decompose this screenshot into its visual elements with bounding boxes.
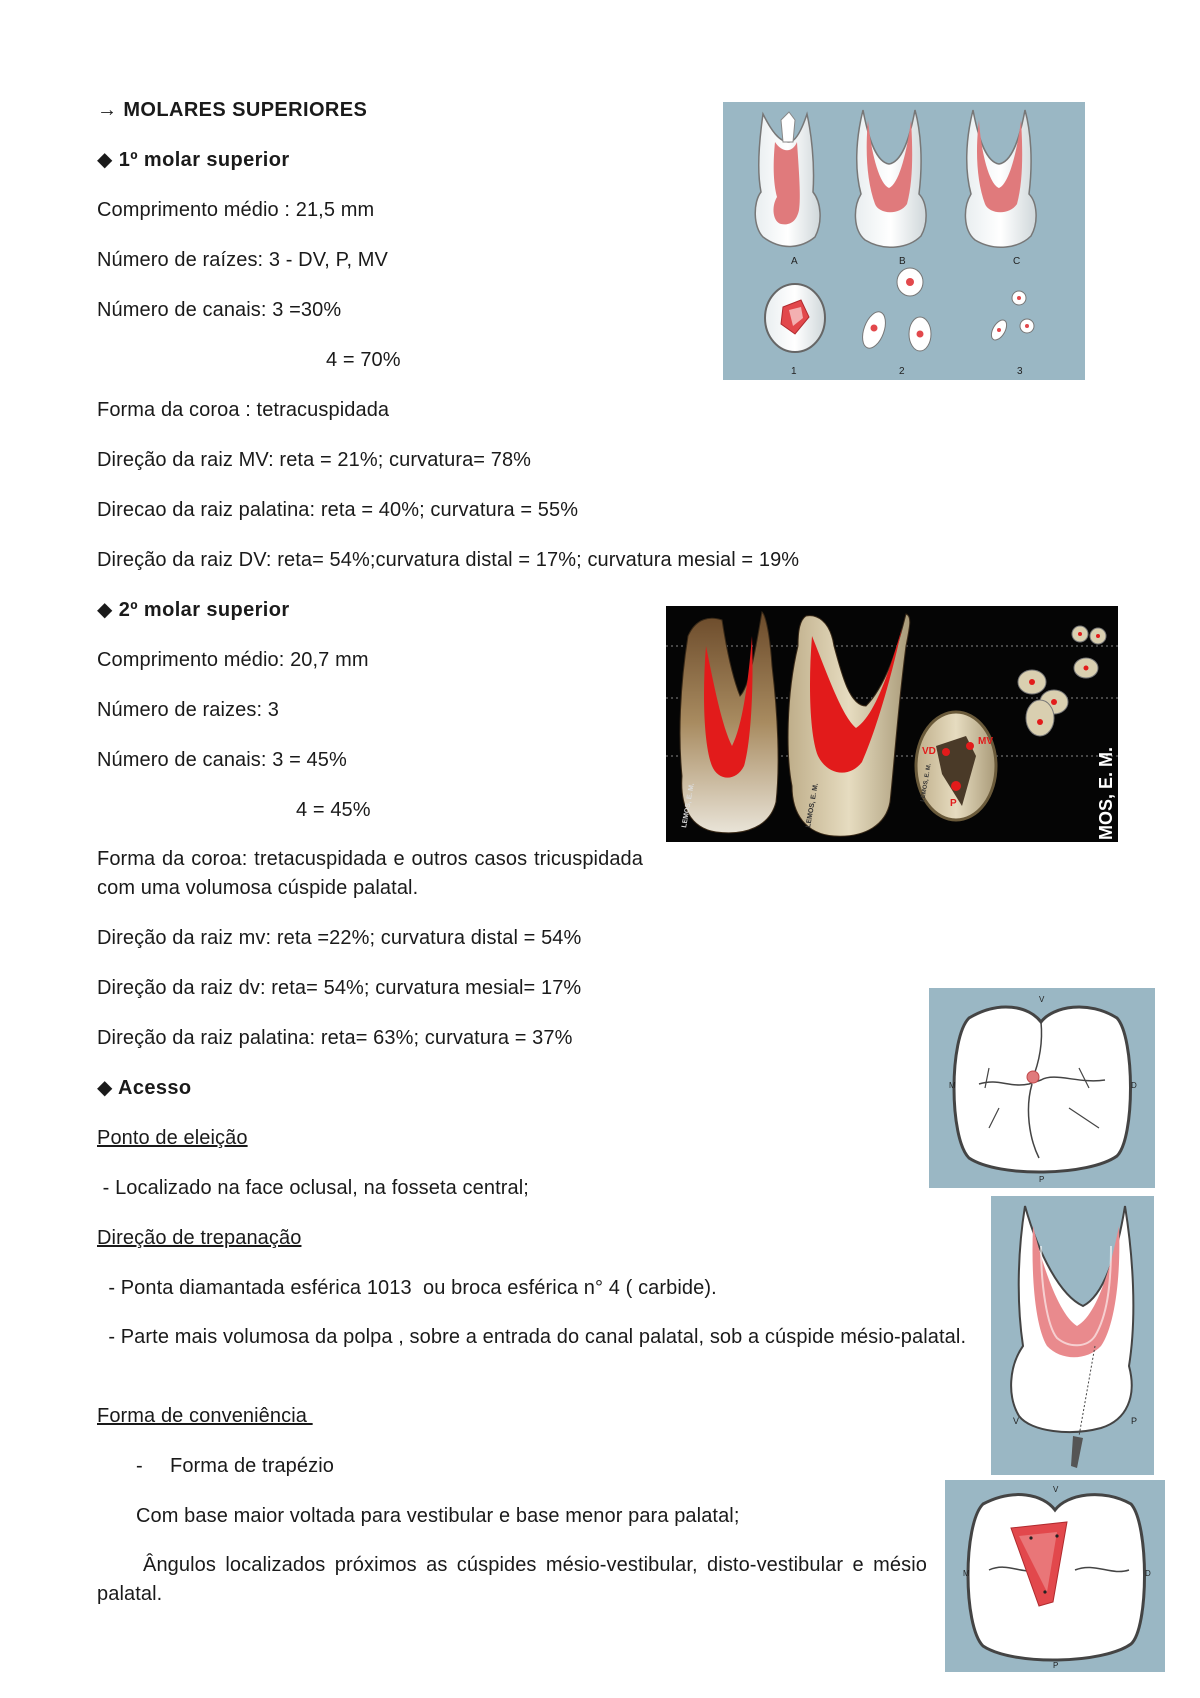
election-title: Ponto de eleição xyxy=(97,1127,248,1149)
section-label-p: P xyxy=(1131,1416,1138,1426)
first-molar-title: ◆ 1º molar superior xyxy=(97,149,290,171)
photo-side-caption: MOS, E. M. xyxy=(1096,746,1116,840)
second-molar-crown: Forma da coroa: tretacuspidada e outros casos tricuspidada com uma volumosa cúspide palatal. xyxy=(97,848,643,899)
first-molar-roots: Número de raízes: 3 - DV, P, MV xyxy=(97,249,389,271)
second-molar-figure xyxy=(666,606,1118,842)
figure-label-3: 3 xyxy=(1017,366,1023,377)
canal-label-vd: VD xyxy=(922,746,936,757)
tooth-b-illustration xyxy=(855,110,926,247)
first-molar-length: Comprimento médio : 21,5 mm xyxy=(97,199,375,221)
figure-label-b: B xyxy=(899,256,906,267)
first-molar-crown: Forma da coroa : tetracuspidada xyxy=(97,399,390,421)
first-molar-palatal-root: Direcao da raiz palatina: reta = 40%; curvatura = 55% xyxy=(97,499,579,521)
cross-section-2 xyxy=(858,268,931,351)
second-molar-dv-root: Direção da raiz dv: reta= 54%; curvatura mesial= 17% xyxy=(97,977,582,999)
trepanation-section-figure xyxy=(991,1196,1154,1475)
first-molar-dv-root: Direção da raiz DV: reta= 54%;curvatura distal = 17%; curvatura mesial = 19% xyxy=(97,549,800,571)
figure-label-1: 1 xyxy=(791,366,797,377)
trepanation-bur: - Ponta diamantada esférica 1013 ou broca esférica n° 4 ( carbide). xyxy=(97,1277,717,1299)
first-molar-figure xyxy=(723,102,1085,380)
first-molar-canals-alt: 4 = 70% xyxy=(326,349,401,371)
tooth-a-illustration xyxy=(755,112,820,246)
trepanation-location: - Parte mais volumosa da polpa , sobre a entrada do canal palatal, sob a cúspide mésio-palatal. xyxy=(97,1326,967,1348)
photo-watermark-2: LEMOS, E. M. xyxy=(805,782,820,829)
convenience-dash: - xyxy=(136,1455,143,1477)
trapezoid-label-d: D xyxy=(1145,1569,1151,1578)
trapezoid-label-v: V xyxy=(1053,1485,1059,1494)
occlusal-access-point-figure xyxy=(929,988,1155,1188)
photo-tooth-2 xyxy=(788,614,910,836)
occlusal-label-m: M xyxy=(949,1081,956,1090)
access-title: ◆ Acesso xyxy=(97,1077,192,1099)
convenience-item: Forma de trapézio xyxy=(170,1455,334,1477)
second-molar-mv-root: Direção da raiz mv: reta =22%; curvatura distal = 54% xyxy=(97,927,582,949)
photo-small-sections xyxy=(1018,626,1106,736)
convenience-title: Forma de conveniência xyxy=(97,1405,313,1427)
trepanation-title: Direção de trepanação xyxy=(97,1227,302,1249)
convenience-base: Com base maior voltada para vestibular e base menor para palatal; xyxy=(136,1505,740,1527)
figure-label-2: 2 xyxy=(899,366,905,377)
first-molar-canals: Número de canais: 3 =30% xyxy=(97,299,342,321)
trapezoid-label-p: P xyxy=(1053,1661,1059,1670)
occlusal-label-d: D xyxy=(1131,1081,1137,1090)
trapezoid-label-m: M xyxy=(963,1569,970,1578)
canal-label-mv: MV xyxy=(978,736,993,747)
first-molar-mv-root: Direção da raiz MV: reta = 21%; curvatura= 78% xyxy=(97,449,532,471)
photo-cross-section xyxy=(916,712,996,820)
section-heading: → MOLARES SUPERIORES xyxy=(97,99,368,121)
trapezoid-access-figure xyxy=(945,1480,1165,1672)
occlusal-label-v: V xyxy=(1039,995,1045,1004)
cross-section-3 xyxy=(988,291,1034,343)
second-molar-length: Comprimento médio: 20,7 mm xyxy=(97,649,369,671)
photo-tooth-1 xyxy=(680,612,778,833)
photo-watermark-3: LEMOS, E. M. xyxy=(920,763,933,803)
second-molar-palatal-root: Direção da raiz palatina: reta= 63%; curvatura = 37% xyxy=(97,1027,573,1049)
tooth-c-illustration xyxy=(965,110,1036,247)
occlusal-label-p: P xyxy=(1039,1175,1045,1184)
second-molar-canals-alt: 4 = 45% xyxy=(296,799,371,821)
canal-label-p: P xyxy=(950,798,957,809)
second-molar-title: ◆ 2º molar superior xyxy=(97,599,290,621)
photo-watermark-1: LEMOS, E. M. xyxy=(681,782,696,829)
second-molar-canals: Número de canais: 3 = 45% xyxy=(97,749,347,771)
figure-label-c: C xyxy=(1013,256,1021,267)
section-label-v: V xyxy=(1013,1416,1020,1426)
cross-section-1 xyxy=(765,284,825,352)
convenience-angles: Ângulos localizados próximos as cúspides mésio-vestibular, disto-vestibular e mésio palatal. xyxy=(97,1554,927,1605)
election-text: - Localizado na face oclusal, na fosseta central; xyxy=(97,1177,529,1199)
second-molar-roots: Número de raizes: 3 xyxy=(97,699,279,721)
figure-label-a: A xyxy=(791,256,798,267)
